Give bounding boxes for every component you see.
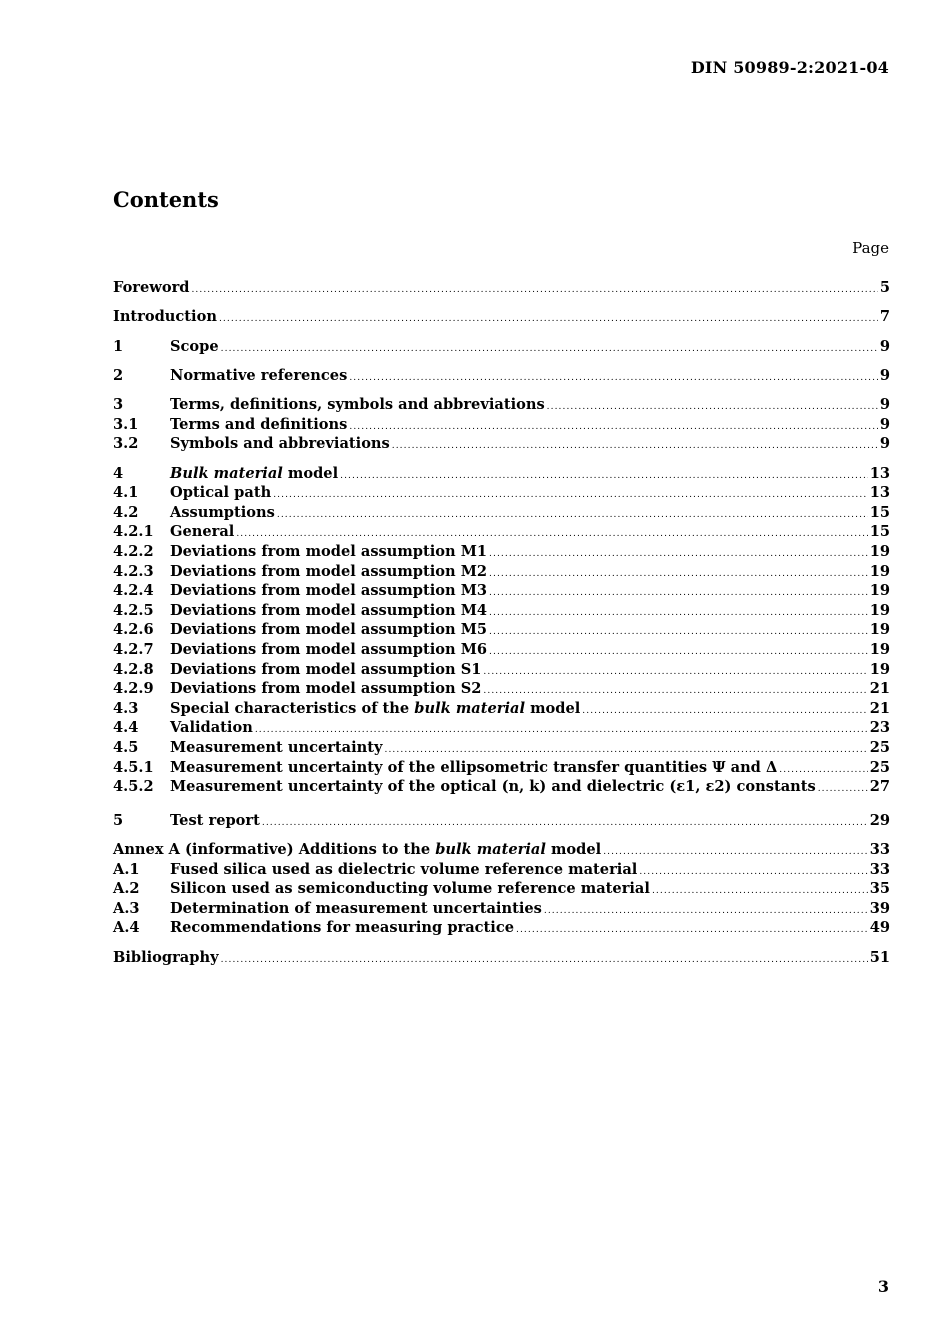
toc-number: 3.2 [113,435,139,453]
toc-title: Deviations from model assumption S2 [170,680,482,698]
toc-number: A.2 [113,880,140,898]
toc-entry-deviation-m1[interactable] [113,542,890,562]
toc-page: 51 [869,948,890,966]
toc-page: 15 [869,523,890,541]
toc-page: 19 [869,542,890,560]
leader-dots [273,486,868,506]
toc-entry-terms-definitions-symbols[interactable] [113,395,890,415]
toc-title: Measurement uncertainty of the ellipsometric transfer quantities Ψ and Δ [170,758,778,776]
leader-dots [483,663,867,683]
toc-title: Foreword [113,279,190,296]
toc-page: 39 [869,899,890,917]
toc-entry-recommendations[interactable] [113,918,890,938]
toc-number: 1 [113,337,124,355]
toc-entry-special-characteristics[interactable] [113,699,890,719]
toc-page: 7 [879,308,890,326]
toc-page: 15 [869,503,890,521]
toc-number: 4.2.6 [113,621,154,639]
document-id: DIN 50989-2:2021-04 [690,58,889,77]
toc-page: 19 [869,601,890,619]
toc-entry-measurement-uncertainty[interactable] [113,738,890,758]
leader-dots [349,369,878,389]
toc-entry-uncertainty-transfer-quantities[interactable] [113,758,890,778]
toc-title: Symbols and abbreviations [170,435,390,453]
leader-dots [489,604,868,624]
toc-title: Determination of measurement uncertainties [170,899,542,917]
toc-entry-test-report[interactable] [113,811,890,831]
toc-title: Deviations from model assumption M3 [170,582,488,600]
leader-dots [221,340,878,360]
leader-dots [516,921,868,941]
toc-entry-deviation-m3[interactable] [113,581,890,601]
toc-number: 4 [113,464,124,482]
toc-number: 4.2.3 [113,562,154,580]
toc-number: A.4 [113,919,140,937]
toc-title: General [170,523,235,541]
toc-title-italic: bulk material [435,840,546,858]
toc-page: 25 [869,758,890,776]
toc-title-italic: Bulk material [170,464,283,482]
toc-entry-introduction[interactable] [113,307,890,327]
leader-dots [544,902,868,922]
toc-title-pre: Annex A (informative) Additions to the [113,840,436,858]
toc-title: Test report [170,811,260,829]
toc-entry-uncertainty-optical-constants[interactable] [113,777,890,797]
toc-page: 9 [879,415,890,433]
toc-title: Normative references [170,366,348,384]
toc-entry-deviation-m6[interactable] [113,640,890,660]
toc-entry-optical-path[interactable] [113,483,890,503]
toc-page: 33 [869,860,890,878]
toc-title [113,840,601,860]
toc-title: Silicon used as semiconducting volume reference material [170,880,650,898]
toc-number: A.1 [113,860,140,878]
leader-dots [340,467,868,487]
leader-dots [582,702,867,722]
leader-dots [639,863,867,883]
toc-number: 3 [113,396,124,414]
toc-title: Deviations from model assumption M6 [170,640,488,658]
toc-title: Optical path [170,484,272,502]
leader-dots [652,882,868,902]
toc-number: A.3 [113,899,140,917]
toc-entry-scope[interactable] [113,337,890,357]
toc-page: 25 [869,738,890,756]
leader-dots [489,584,868,604]
toc-entry-bibliography[interactable] [113,948,890,968]
toc-page: 29 [869,811,890,829]
contents-heading: Contents [113,187,219,212]
toc-title: Measurement uncertainty [170,738,383,756]
toc-number: 4.5 [113,738,139,756]
toc-number: 4.2 [113,503,139,521]
toc-entry-assumptions[interactable] [113,503,890,523]
toc-page: 21 [869,680,890,698]
toc-entry-validation[interactable] [113,718,890,738]
leader-dots [489,545,868,565]
toc-number: 4.5.2 [113,778,154,796]
toc-page: 13 [869,484,890,502]
leader-dots [262,814,868,834]
toc-title: Deviations from model assumption M2 [170,562,488,580]
toc-page: 19 [869,582,890,600]
toc-page: 19 [869,660,890,678]
toc-entry-general[interactable] [113,522,890,542]
toc-title: Deviations from model assumption M5 [170,621,488,639]
toc-page: 49 [869,919,890,937]
toc-title: Deviations from model assumption M4 [170,601,488,619]
toc-entry-fused-silica[interactable] [113,860,890,880]
toc-page: 19 [869,562,890,580]
toc-page: 19 [869,621,890,639]
toc-title-rest: model [545,840,602,858]
toc-page: 9 [879,435,890,453]
toc-title: Assumptions [170,503,275,521]
toc-page: 27 [869,778,890,796]
toc-entry-deviation-m2[interactable] [113,562,890,582]
toc-title: Validation [170,719,253,737]
leader-dots [221,951,868,971]
toc-title: Terms and definitions [170,415,348,433]
toc-title: Introduction [113,308,217,326]
leader-dots [191,281,877,301]
toc-number: 4.2.7 [113,640,154,658]
toc-title: Scope [170,337,219,355]
toc-title [170,464,338,484]
leader-dots [392,437,878,457]
toc-number: 4.2.8 [113,660,154,678]
toc-number: 4.2.4 [113,582,154,600]
leader-dots [489,623,868,643]
toc-number: 4.2.5 [113,601,154,619]
toc-title [170,699,580,719]
page-column-label: Page [852,239,889,257]
leader-dots [277,506,868,526]
toc-entry-determination-uncertainties[interactable] [113,899,890,919]
toc-title: Deviations from model assumption S1 [170,660,482,678]
table-of-contents [113,278,890,967]
toc-entry-normative-references[interactable] [113,366,890,386]
toc-page: 23 [869,719,890,737]
toc-title-rest: model [282,464,339,482]
leader-dots [489,565,868,585]
leader-dots [349,418,877,438]
toc-number: 4.1 [113,484,139,502]
toc-entry-symbols-and-abbreviations[interactable] [113,434,890,454]
toc-page: 35 [869,880,890,898]
toc-entry-annex-a[interactable] [113,840,890,860]
toc-number: 4.2.2 [113,542,154,560]
toc-number: 4.4 [113,719,139,737]
toc-number: 5 [113,811,124,829]
toc-number: 3.1 [113,415,139,433]
toc-page: 9 [879,396,890,414]
toc-entry-bulk-material-model[interactable] [113,464,890,484]
toc-title: Recommendations for measuring practice [170,919,515,937]
toc-entry-foreword[interactable] [113,278,890,298]
toc-title: Deviations from model assumption M1 [170,542,488,560]
toc-page: 21 [869,699,890,717]
toc-entry-deviation-m5[interactable] [113,620,890,640]
toc-title: Measurement uncertainty of the optical (n, k) and dielectric (ε1, ε2) constants [170,778,816,796]
toc-entry-silicon[interactable] [113,879,890,899]
toc-number: 4.2.1 [113,523,154,541]
leader-dots [489,643,868,663]
toc-page: 19 [869,640,890,658]
toc-title-rest: model [525,699,581,717]
toc-entry-terms-and-definitions[interactable] [113,415,890,435]
leader-dots [219,310,878,330]
toc-entry-deviation-s2[interactable] [113,679,890,699]
toc-number: 4.5.1 [113,758,154,776]
toc-title: Terms, definitions, symbols and abbreviations [170,396,545,414]
page-number: 3 [877,1277,889,1296]
toc-entry-deviation-m4[interactable] [113,601,890,621]
toc-number: 4.3 [113,699,139,717]
leader-dots [547,398,878,418]
leader-dots [818,780,868,800]
toc-page: 33 [869,840,890,858]
toc-title-italic: bulk material [414,699,525,717]
leader-dots [603,843,867,863]
toc-page: 13 [869,464,890,482]
toc-title: Bibliography [113,948,219,966]
toc-page: 5 [879,279,890,296]
toc-page: 9 [879,366,890,384]
toc-page: 9 [879,337,890,355]
toc-title-pre: Special characteristics of the [170,699,415,717]
toc-title: Fused silica used as dielectric volume reference material [170,860,638,878]
toc-number: 2 [113,366,124,384]
toc-entry-deviation-s1[interactable] [113,660,890,680]
toc-number: 4.2.9 [113,680,154,698]
